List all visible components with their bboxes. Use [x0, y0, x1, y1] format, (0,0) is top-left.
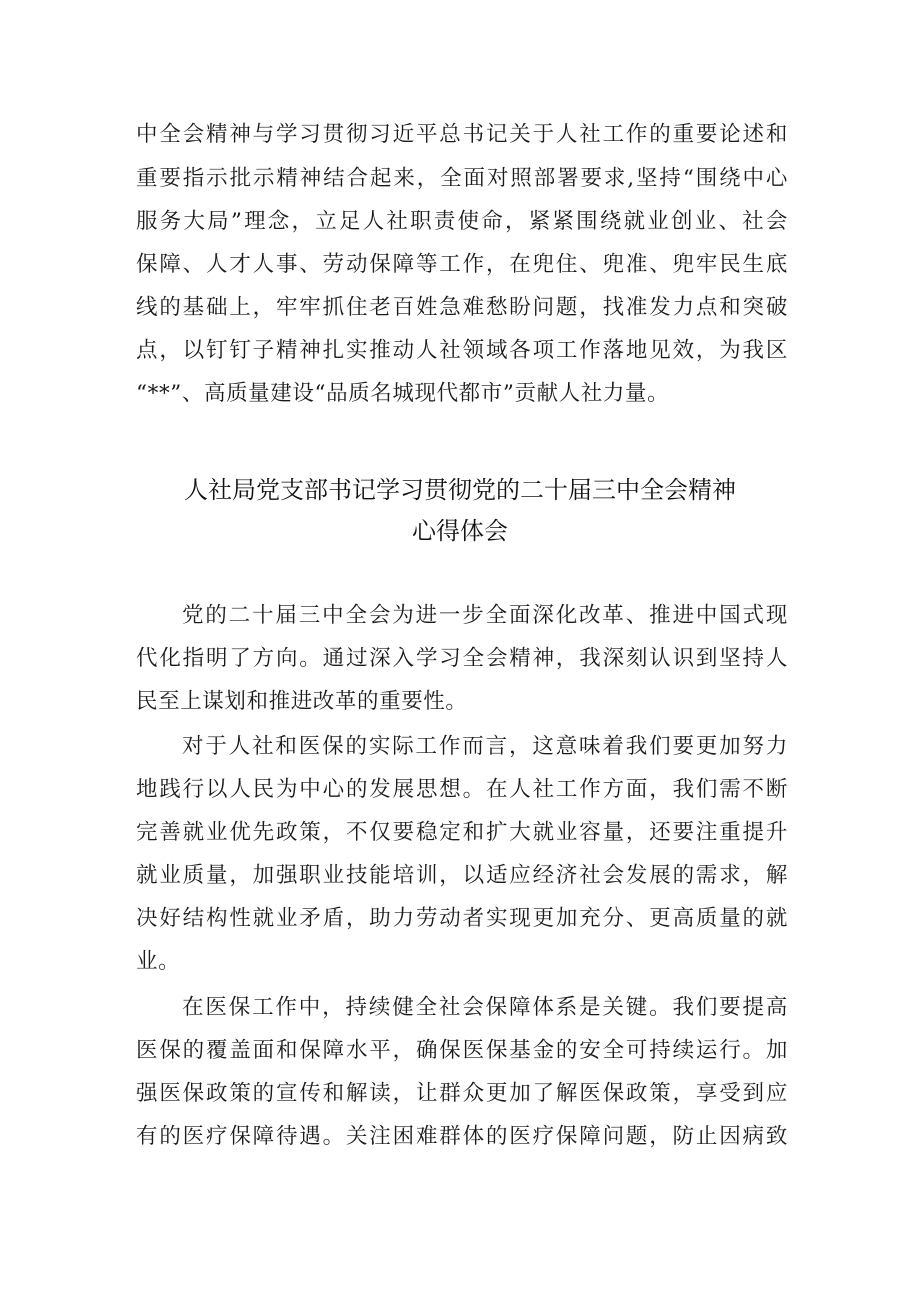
- text-line: 对于人社和医保的实际工作而言，这意味着我们要更加努力: [182, 734, 788, 759]
- text-line: 重要指示批示精神结合起来，全面对照部署要求,坚持“围绕中心: [136, 166, 788, 191]
- text-line: 地践行以人民为中心的发展思想。在人社工作方面，我们需不断: [136, 777, 788, 802]
- text-line: 民至上谋划和推进改革的重要性。: [136, 689, 468, 714]
- text-line: 有的医疗保障待遇。关注困难群体的医疗保障问题，防止因病致: [136, 1124, 788, 1149]
- text-line: 点，以钉钉子精神扎实推动人社领域各项工作落地见效，为我区: [136, 338, 788, 363]
- text-line: 党的二十届三中全会为进一步全面深化改革、推进中国式现: [182, 603, 788, 628]
- text-line: 就业质量，加强职业技能培训，以适应经济社会发展的需求，解: [136, 863, 788, 888]
- text-line: 完善就业优先政策，不仅要稳定和扩大就业容量，还要注重提升: [136, 820, 788, 845]
- text-line: 强医保政策的宣传和解读，让群众更加了解医保政策，享受到应: [136, 1081, 788, 1106]
- text-line: 业。: [136, 949, 181, 974]
- text-line: 服务大局”理念，立足人社职责使命，紧紧围绕就业创业、社会: [136, 209, 788, 234]
- text-line: 中全会精神与学习贯彻习近平总书记关于人社工作的重要论述和: [136, 122, 788, 147]
- text-line: “**”、高质量建设“品质名城现代都市”贡献人社力量。: [136, 381, 670, 406]
- text-line: 线的基础上，牢牢抓住老百姓急难愁盼问题，找准发力点和突破: [136, 295, 788, 320]
- text-line: 在医保工作中，持续健全社会保障体系是关键。我们要提高: [182, 995, 788, 1020]
- text-line: 决好结构性就业矛盾，助力劳动者实现更加充分、更高质量的就: [136, 906, 788, 931]
- text-line: 代化指明了方向。通过深入学习全会精神，我深刻认识到坚持人: [136, 646, 788, 671]
- article-title-line-1: 人社局党支部书记学习贯彻党的二十届三中全会精神: [184, 476, 736, 504]
- text-line: 医保的覆盖面和保障水平，确保医保基金的安全可持续运行。加: [136, 1038, 788, 1063]
- article-title-line-2: 心得体会: [412, 517, 508, 545]
- text-line: 保障、人才人事、劳动保障等工作，在兜住、兜准、兜牢民生底: [136, 252, 788, 277]
